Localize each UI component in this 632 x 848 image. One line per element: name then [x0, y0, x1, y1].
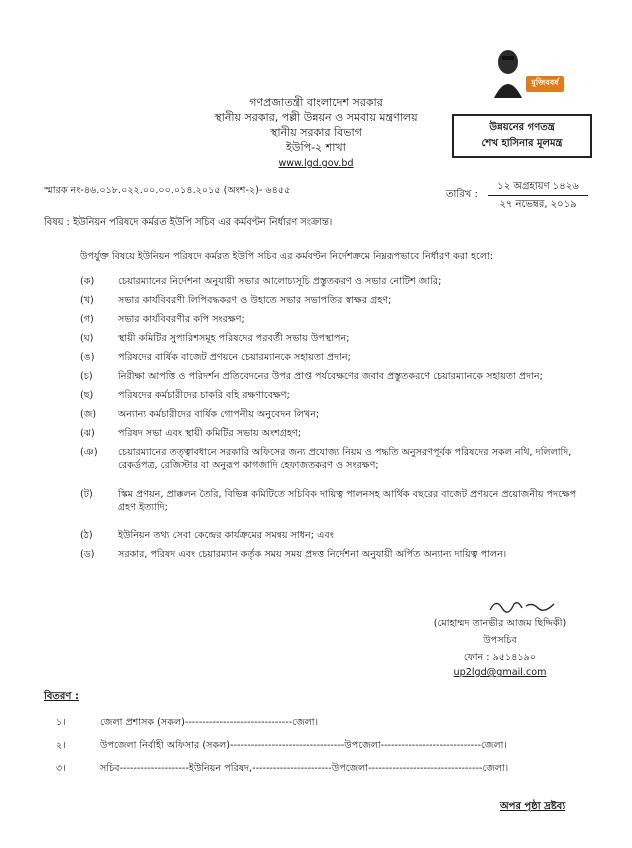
item-text: সরকার, পরিষদ এবং চেয়ারম্যান কর্তৃক সময় সময় প্রদত্ত নির্দেশনা অনুযায়ী অর্পিত অন্যান্য দায়িত্ব পালন।	[118, 549, 507, 560]
date-label: তারিখ :	[446, 189, 478, 200]
website-link[interactable]	[150, 156, 482, 172]
date-english: ২৭ নভেম্বর, ২০১৯	[499, 199, 577, 210]
website-text[interactable]: www.lgd.gov.bd	[278, 158, 354, 169]
date-bangla: ১২ অগ্রহায়ণ ১৪২৬	[497, 181, 579, 192]
item-text: চেয়ারম্যানের তত্ত্বাবধানে সরকারি অফিসের জন্য প্রযোজ্য নিয়ম ও পদ্ধতি অনুসরণপূর্বক পরিষদের সকল নথি, দলিলাদি, রেকর্ডপত্র, রেজিস্টার বা অনুরূপ কাগজাদি হেফাজতকরণ ও সংরক্ষণ;	[118, 447, 572, 471]
item-text: ইউনিয়ন তথ্য সেবা কেন্দ্রের কার্যক্রমের সমন্বয় সাধন; এবং	[118, 530, 334, 541]
mujib-borsho-logo	[486, 44, 570, 100]
signatory-designation: উপসচিব	[483, 635, 517, 646]
item-marker: (খ)	[80, 295, 94, 306]
item-marker: (ক)	[80, 276, 95, 287]
division-name: স্থানীয় সরকার বিভাগ	[270, 126, 362, 139]
signature-icon	[488, 596, 558, 616]
logo-text: মুজিববর্ষ	[531, 78, 559, 87]
branch-name: ইউপি-২ শাখা	[286, 141, 346, 154]
item-text: পরিষদের বার্ষিক বাজেট প্রণয়নে চেয়ারম্যানকে সহায়তা প্রদান;	[118, 352, 351, 363]
item-marker: (ঘ)	[80, 333, 94, 344]
item-text: চেয়ারম্যানের নির্দেশনা অনুযায়ী সভার আলোচ্যসূচি প্রস্তুতকরণ ও সভার নোটিশ জারি;	[118, 276, 442, 287]
signatory-phone: ফোন : ৯৫১৪১৯০	[463, 652, 537, 663]
portrait-logo-icon	[486, 44, 570, 100]
item-marker: (ঝ)	[80, 428, 95, 439]
distribution-number: ১।	[56, 717, 66, 728]
distribution-text: সচিব--------------------ইউনিয়ন পরিষদ,-----------------------উপজেলা---------------------------------জেলা।	[100, 763, 509, 774]
item-text: সভার কার্যবিবরণীর কপি সংরক্ষণ;	[118, 314, 245, 325]
item-marker: (ট)	[80, 489, 93, 500]
ministry-name: স্থানীয় সরকার, পল্লী উন্নয়ন ও সমবায় মন্ত্রণালয়	[214, 111, 418, 124]
item-marker: (ঞ)	[80, 447, 98, 458]
intro-paragraph: উপর্যুক্ত বিষয়ে ইউনিয়ন পরিষদে কর্মরত ইউপি সচিব এর কর্মবণ্টন নির্দেশক্রমে নিম্নরূপভাবে নির্ধারণ করা হলো:	[80, 251, 494, 262]
next-page-note: অপর পৃষ্ঠা দ্রষ্টব্য	[500, 801, 566, 812]
signatory-name: (মোহাম্মদ তানভীর আজম ছিদ্দিকী)	[433, 618, 567, 629]
item-marker: (জ)	[80, 409, 97, 420]
item-marker: (ঠ)	[80, 530, 93, 541]
slogan-box	[452, 114, 592, 158]
item-marker: (চ)	[80, 371, 93, 382]
item-marker: (ঙ)	[80, 352, 95, 363]
memo-number: স্মারক নং-৪৬.০১৮.০২২.০০.০০.০১৪.২০১৫ (অংশ-২)- ৬৪৫৫	[44, 185, 291, 196]
item-text: সভার কার্যবিবরণী লিপিবদ্ধকরণ ও উহাতে সভার সভাপতির স্বাক্ষর গ্রহণ;	[118, 295, 392, 306]
distribution-number: ৩।	[56, 763, 66, 774]
signatory-email[interactable]: up2lgd@gmail.com	[453, 667, 547, 678]
item-text: স্থায়ী কমিটির সুপারিশসমূহ পরিষদের পরবর্তী সভায় উপস্থাপন;	[118, 333, 350, 344]
subject-line: বিষয় : ইউনিয়ন পরিষদে কর্মরত ইউপি সচিব এর কর্মবণ্টন নির্ধারণ সংক্রান্ত।	[44, 217, 333, 228]
slogan-line-2: শেখ হাসিনার মূলমন্ত্র	[481, 138, 563, 149]
item-text: স্কিম প্রণয়ন, প্রাক্কলন তৈরি, বিভিন্ন কমিটিতে সচিবিক দায়িত্ব পালনসহ আর্থিক বছরের বাজেট প্রণয়নে প্রয়োজনীয় পদক্ষেপ গ্রহণ ইত্যাদি;	[118, 489, 577, 513]
item-text: অন্যান্য কর্মচারীদের বার্ষিক গোপনীয় অনুবেদন লিখন;	[118, 409, 320, 420]
slogan-line-1: উন্নয়নের গণতন্ত্র	[489, 122, 555, 133]
item-text: নিরীক্ষা আপত্তি ও পরিদর্শন প্রতিবেদনের উপর প্রাপ্ত পর্যবেক্ষণের জবাব প্রস্তুতকরণে চেয়ারম্যানকে সহায়তা প্রদান;	[118, 371, 543, 382]
item-marker: (গ)	[80, 314, 94, 325]
signature-scribble	[488, 596, 558, 616]
item-marker: (ছ)	[80, 390, 94, 401]
govt-name: গণপ্রজাতন্ত্রী বাংলাদেশ সরকার	[249, 96, 383, 109]
distribution-number: ২।	[56, 740, 66, 751]
item-text: পরিষদ সভা এবং স্থায়ী কমিটির সভায় অংশগ্রহণ;	[118, 428, 302, 439]
item-marker: (ড)	[80, 549, 95, 560]
distribution-text: উপজেলা নির্বাহী অফিসার (সকল)---------------------------------উপজেলা-----------------------------জেলা।	[100, 740, 507, 751]
date-divider	[488, 195, 588, 196]
distribution-text: জেলা প্রশাসক (সকল)-------------------------------জেলা।	[100, 717, 319, 728]
item-text: পরিষদের কর্মচারীদের চাকরি বহি রক্ষণাবেক্ষণ;	[118, 390, 290, 401]
distribution-title: বিতরণ :	[44, 691, 79, 702]
